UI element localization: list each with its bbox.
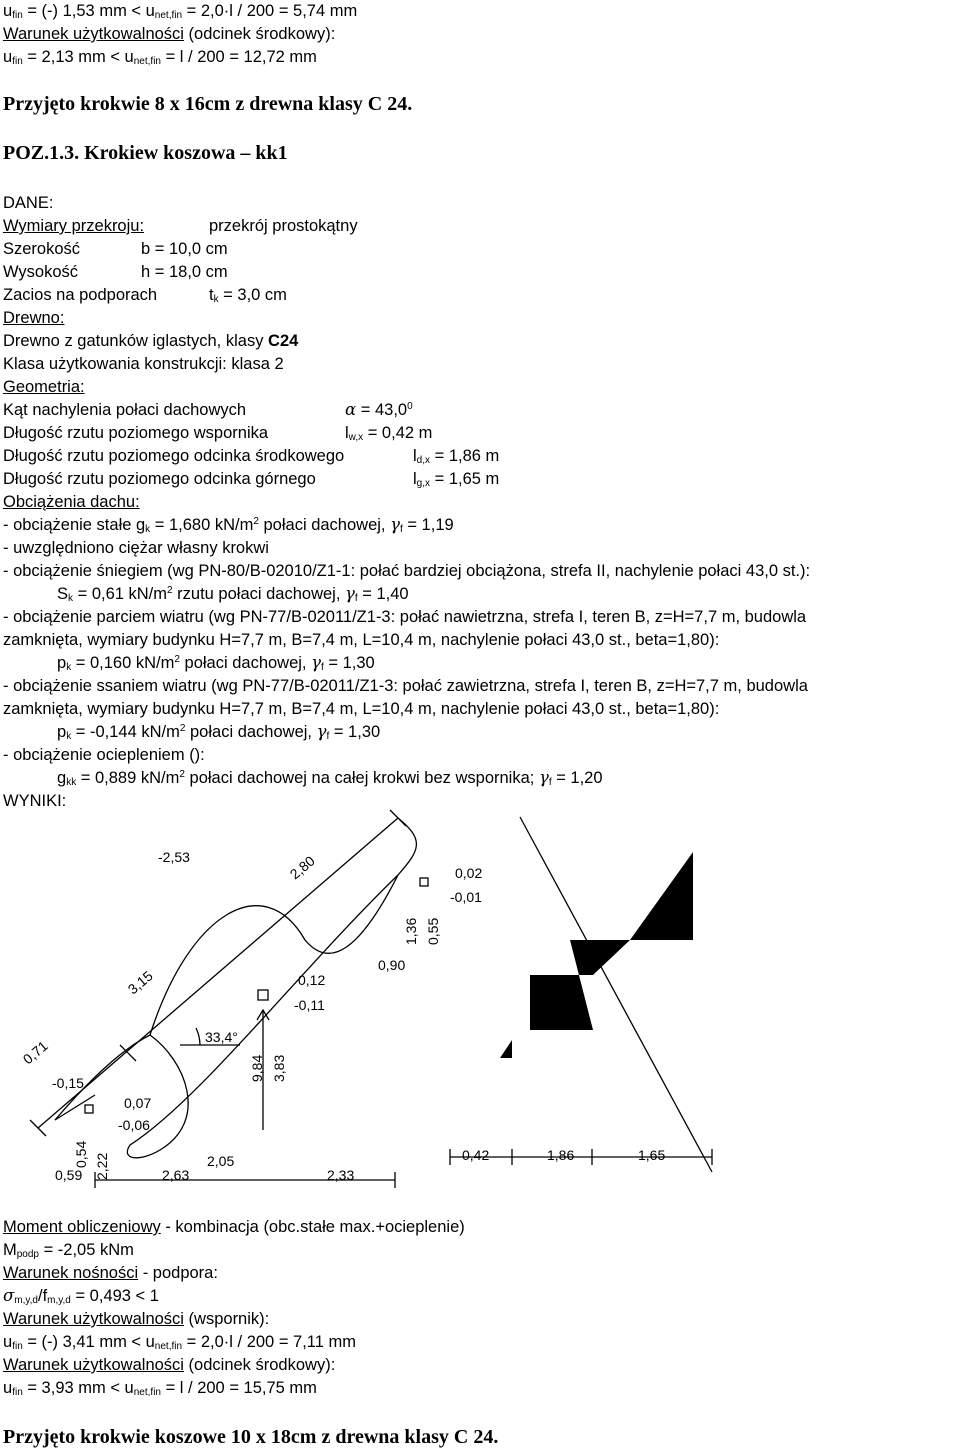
load-wind-suction-cont: zamknięta, wymiary budynku H=7,7 m, B=7,4 m, L=10,4 m, nachylenie połaci 43,0 st., beta=1,80): — [3, 700, 720, 718]
accepted-rafters: Przyjęto krokwie 8 x 16cm z drewna klasy C 24. — [3, 93, 413, 115]
text: = 43,0 — [356, 401, 408, 419]
loads-heading: Obciążenia dachu: — [3, 493, 140, 511]
text: Wymiary przekroju: — [3, 217, 145, 235]
label-001: -0,01 — [450, 889, 482, 905]
label-315: 3,15 — [124, 967, 156, 998]
len3-label: Długość rzutu poziomego odcinka górnego — [3, 470, 316, 488]
text: (odcinek środkowy): — [183, 25, 336, 43]
label-015: -0,15 — [52, 1075, 84, 1091]
load-wind-pressure-value — [57, 653, 375, 673]
text: γ — [311, 653, 321, 672]
text: γ — [538, 768, 549, 787]
label-angle: 33,4° — [205, 1029, 238, 1045]
text: g — [57, 769, 67, 787]
text: = 1,86 m — [430, 447, 500, 465]
text: = 1,19 — [402, 516, 454, 534]
moment-heading — [3, 1217, 465, 1237]
text: w,x — [348, 432, 364, 443]
text: k — [66, 731, 72, 742]
serviceability-cantilever — [3, 1309, 269, 1329]
accepted-valley-rafters: Przyjęto krokwie koszowe 10 x 18cm z drewna klasy C 24. — [3, 1426, 499, 1448]
text: u — [3, 2, 13, 20]
position-title: POZ.1.3. Krokiew koszowa – kk1 — [3, 142, 288, 164]
text: = l / 200 = 15,75 mm — [160, 1379, 317, 1397]
text: rzutu połaci dachowej, — [172, 585, 346, 603]
text: 2 — [167, 585, 173, 596]
wood-text — [3, 331, 298, 351]
load-insulation: - obciążenie ociepleniem (): — [3, 746, 205, 764]
text: k — [145, 524, 151, 535]
serviceability-middle — [3, 1355, 335, 1375]
results-heading: WYNIKI: — [3, 792, 67, 810]
text: = -2,05 kNm — [39, 1241, 134, 1259]
label-280: 2,80 — [286, 852, 318, 883]
width-label: Szerokość — [3, 240, 81, 258]
text: C24 — [268, 332, 299, 350]
text: = 1,65 m — [430, 470, 500, 488]
label-263: 2,63 — [162, 1167, 190, 1183]
text: fin — [12, 10, 23, 21]
label-222: 2,22 — [94, 1152, 110, 1180]
text: l — [345, 424, 349, 442]
text: = -0,144 kN/m — [71, 723, 180, 741]
text: fin — [12, 56, 23, 67]
label-136: 1,36 — [403, 917, 419, 945]
label-002: 0,02 — [455, 865, 483, 881]
text: f — [548, 777, 552, 788]
text: m,y,d — [14, 1295, 38, 1306]
label-054: 0,54 — [73, 1140, 89, 1168]
label-090: 0,90 — [378, 957, 406, 973]
load-wind-pressure: - obciążenie parciem wiatru (wg PN-77/B-02011/Z1-3: połać nawietrzna, strefa I, teren B, z=H=7,7 m, budowla — [3, 608, 807, 626]
label-dim-186: 1,86 — [547, 1147, 575, 1163]
load-snow-value — [57, 584, 409, 604]
text: = 3,0 cm — [218, 286, 287, 304]
text: Warunek użytkowalności — [3, 25, 184, 43]
label-dim-165: 1,65 — [638, 1147, 666, 1163]
text: f — [399, 524, 403, 535]
text: p — [57, 723, 67, 741]
text: = 0,889 kN/m — [76, 769, 180, 787]
text: 0 — [407, 401, 413, 412]
text: γ — [316, 722, 327, 741]
load-snow: - obciążenie śniegiem (wg PN-80/B-02010/Z1-1: połać bardziej obciążona, strefa II, nachylenie połaci 43,0 st.): — [3, 562, 811, 580]
text: podp — [16, 1249, 39, 1260]
label-007: 0,07 — [124, 1095, 152, 1111]
text: = 1,30 — [329, 723, 381, 741]
label-233: 2,33 — [327, 1167, 355, 1183]
rafter-line — [38, 818, 398, 1128]
label-071: 0,71 — [19, 1037, 51, 1068]
text: 2 — [174, 654, 180, 665]
width-value: b = 10,0 cm — [141, 240, 228, 258]
text: Moment obliczeniowy — [3, 1218, 161, 1236]
section-row — [3, 216, 144, 236]
load-dead — [3, 515, 454, 535]
geometry-heading: Geometria: — [3, 378, 85, 396]
text: kk — [66, 777, 77, 788]
text: g,x — [416, 478, 431, 489]
text: = 2,0·l / 200 = 7,11 mm — [182, 1333, 356, 1351]
dane-heading: DANE: — [3, 194, 54, 212]
len1-label: Długość rzutu poziomego wspornika — [3, 424, 269, 442]
text: - kombinacja (obc.stałe max.+ocieplenie) — [160, 1218, 465, 1236]
deflection-cantilever — [3, 1332, 356, 1352]
label-006: -0,06 — [118, 1117, 150, 1133]
deflection-line-2 — [3, 47, 317, 67]
text: net,fin — [133, 56, 161, 67]
text: = 2,13 mm < u — [22, 48, 134, 66]
text: Warunek nośności — [3, 1264, 139, 1282]
text: połaci dachowej, — [185, 723, 317, 741]
label-dim-042: 0,42 — [462, 1147, 490, 1163]
text: (wspornik): — [183, 1310, 270, 1328]
label-011: -0,11 — [294, 997, 325, 1013]
node-square — [258, 990, 268, 1000]
text: = 0,61 kN/m — [73, 585, 168, 603]
load-wind-pressure-cont: zamknięta, wymiary budynku H=7,7 m, B=7,4 m, L=10,4 m, nachylenie połaci 43,0 st., beta=1,80): — [3, 631, 720, 649]
text: k — [68, 593, 74, 604]
text: m,y,d — [47, 1295, 71, 1306]
support-label: Zacios na podporach — [3, 286, 158, 304]
text: α — [345, 400, 357, 419]
text: M — [3, 1241, 17, 1259]
moment-curve — [55, 818, 416, 1158]
text: = l / 200 = 12,72 mm — [160, 48, 317, 66]
capacity-heading — [3, 1263, 218, 1283]
text: f — [354, 593, 358, 604]
label-012: 0,12 — [298, 972, 326, 988]
shear-fill-mid — [530, 940, 630, 1030]
text: połaci dachowej na całej krokwi bez wspornika; — [184, 769, 539, 787]
label-059: 0,59 — [55, 1167, 83, 1183]
wood-heading: Drewno: — [3, 309, 65, 327]
label-205: 2,05 — [207, 1153, 235, 1169]
support-value — [209, 285, 287, 305]
len2-label: Długość rzutu poziomego odcinka środkowego — [3, 447, 345, 465]
load-wind-suction: - obciążenie ssaniem wiatru (wg PN-77/B-02011/Z1-3: połać zawietrzna, strefa I, teren B, z=H=7,7 m, budowla — [3, 677, 808, 695]
label-055: 0,55 — [425, 917, 441, 945]
text: k — [66, 662, 72, 673]
moment-value — [3, 1240, 134, 1260]
text: Drewno z gatunków iglastych, klasy — [3, 332, 269, 350]
text: 2 — [179, 723, 186, 734]
text: u — [3, 1333, 13, 1351]
label-m-top: -2,53 — [158, 849, 190, 865]
text: d,x — [416, 455, 431, 466]
label-383: 3,83 — [271, 1054, 287, 1082]
text: net,fin — [154, 10, 183, 21]
node-square — [420, 878, 428, 886]
text: = 1,680 kN/m — [150, 516, 254, 534]
capacity-value — [3, 1286, 159, 1306]
label-984: 9,84 — [249, 1054, 265, 1082]
len2-value — [413, 446, 499, 466]
len1-value — [345, 423, 432, 443]
load-wind-suction-value — [57, 722, 380, 742]
text: = 3,93 mm < u — [22, 1379, 134, 1397]
text: f — [326, 731, 330, 742]
text: = (-) 3,41 mm < u — [22, 1333, 155, 1351]
deflection-middle — [3, 1378, 317, 1398]
text: - obciążenie stałe g — [3, 516, 146, 534]
text: net,fin — [133, 1387, 161, 1398]
text: = 1,30 — [323, 654, 375, 672]
text: Warunek użytkowalności — [3, 1356, 184, 1374]
structural-diagram — [0, 800, 960, 1220]
text: 2 — [253, 516, 259, 527]
shear-fill-top — [630, 852, 693, 940]
text: /f — [37, 1287, 48, 1305]
text: = 0,42 m — [363, 424, 433, 442]
angle-value — [345, 400, 413, 420]
shear-fill-low — [500, 1040, 512, 1058]
text: l — [413, 470, 417, 488]
text: γ — [345, 584, 355, 603]
text: połaci dachowej, — [258, 516, 391, 534]
text: 2 — [179, 769, 185, 780]
deflection-line-1 — [3, 1, 357, 21]
text: fin — [12, 1387, 23, 1398]
height-value: h = 18,0 cm — [141, 263, 228, 281]
angle-label: Kąt nachylenia połaci dachowych — [3, 401, 247, 419]
load-insulation-value — [57, 768, 603, 788]
node-square — [85, 1105, 93, 1113]
text: u — [3, 1379, 13, 1397]
text: = 0,160 kN/m — [71, 654, 175, 672]
section-value: przekrój prostokątny — [209, 217, 358, 235]
text: t — [209, 286, 214, 304]
service-class: Klasa użytkowania konstrukcji: klasa 2 — [3, 355, 284, 373]
text: (odcinek środkowy): — [183, 1356, 336, 1374]
serviceability-heading — [3, 24, 335, 44]
text: S — [57, 585, 69, 603]
text: σ — [3, 1286, 15, 1305]
len3-value — [413, 469, 499, 489]
text: = 2,0·l / 200 = 5,74 mm — [182, 2, 358, 20]
text: = (-) 1,53 mm < u — [22, 2, 155, 20]
text: l — [413, 447, 417, 465]
text: u — [3, 48, 13, 66]
text: p — [57, 654, 67, 672]
text: net,fin — [154, 1341, 183, 1352]
text: Warunek użytkowalności — [3, 1310, 184, 1328]
text: = 1,40 — [357, 585, 409, 603]
text: = 1,20 — [551, 769, 603, 787]
text: γ — [390, 515, 400, 534]
text: fin — [12, 1341, 23, 1352]
text: f — [320, 662, 324, 673]
load-self-weight: - uwzględniono ciężar własny krokwi — [3, 539, 269, 557]
text: k — [213, 294, 219, 305]
text: - podpora: — [138, 1264, 218, 1282]
text: połaci dachowej, — [179, 654, 312, 672]
moment-curve-2 — [150, 875, 398, 1035]
height-label: Wysokość — [3, 263, 79, 281]
text: = 0,493 < 1 — [70, 1287, 159, 1305]
